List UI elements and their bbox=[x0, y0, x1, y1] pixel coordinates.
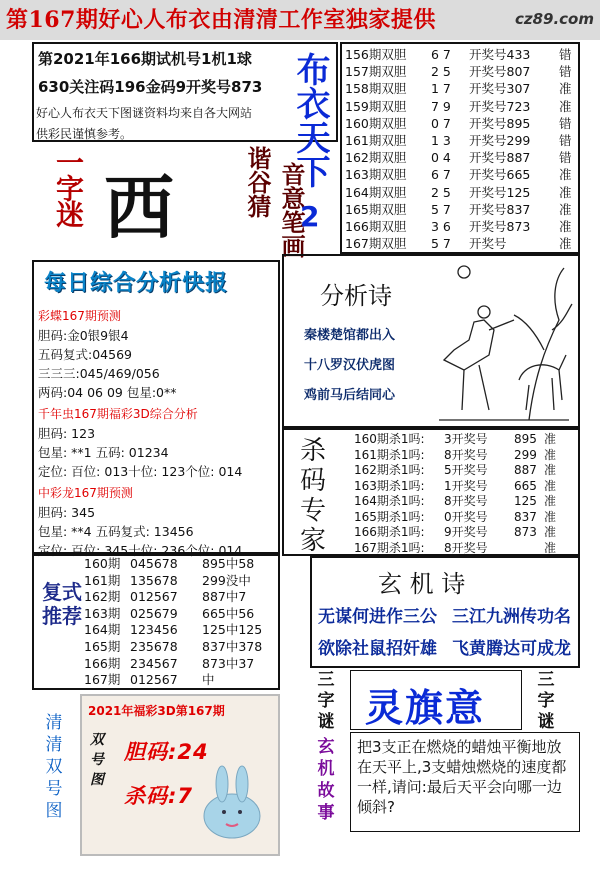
shuangdan-row bbox=[345, 115, 578, 132]
xuanji-line-4: 飞黄腾达可成龙 bbox=[452, 639, 571, 659]
warrior-horse-illustration bbox=[434, 260, 574, 424]
shuangdan-issue: 159期双胆 bbox=[345, 98, 407, 114]
shuangdan-nums: 3 6 bbox=[431, 218, 451, 234]
shuangdan-prize: 开奖号307 bbox=[469, 81, 531, 97]
analysis-s1-line: 五码复式:04569 bbox=[38, 347, 132, 362]
shama-num: 895 bbox=[514, 432, 537, 446]
qingqing-label: 清清双号图 bbox=[45, 713, 63, 821]
intro-line-3: 好心人布衣天下图谜资料均来自各大网站 bbox=[36, 106, 253, 120]
riddle-one-label: 一字迷 bbox=[52, 148, 85, 226]
shuangdan-issue: 166期双胆 bbox=[345, 218, 407, 234]
shama-num: 873 bbox=[514, 525, 537, 539]
xuanji-line-1: 无谋何进作三公 bbox=[318, 607, 437, 627]
fushi-res: 887中7 bbox=[202, 589, 247, 605]
xuanji-box bbox=[310, 556, 580, 668]
shuangdan-result: 错 bbox=[559, 115, 572, 131]
xuanji-line-3: 欲除社鼠招奸雄 bbox=[318, 639, 437, 659]
shama-res: 准 bbox=[544, 494, 557, 508]
shuangdan-result: 错 bbox=[559, 132, 572, 148]
shuangdan-result: 准 bbox=[559, 184, 572, 200]
shuangdan-prize: 开奖号895 bbox=[469, 115, 531, 131]
shama-row bbox=[354, 525, 578, 541]
riddle-one-char: 西 bbox=[104, 166, 174, 249]
shuangdan-nums: 0 7 bbox=[431, 115, 451, 131]
fushi-nums: 135678 bbox=[130, 572, 178, 588]
shuangdan-issue: 167期双胆 bbox=[345, 236, 407, 252]
fushi-res: 837中378 bbox=[202, 638, 263, 654]
qingqing-panel bbox=[80, 694, 280, 856]
shama-prize: 9开奖号 bbox=[444, 525, 488, 539]
shama-issue: 167期杀1吗: bbox=[354, 540, 425, 555]
xuanji-title: 玄 机 诗 bbox=[378, 570, 466, 598]
qingqing-panel-title: 2021年福彩3D第167期 bbox=[88, 704, 225, 718]
fushi-row bbox=[84, 622, 280, 639]
shama-issue: 163期杀1吗: bbox=[354, 478, 425, 493]
shuangdan-result: 错 bbox=[559, 150, 572, 166]
shama-res: 准 bbox=[544, 525, 557, 539]
analysis-s1-line: 两码:04 06 09 包星:0** bbox=[38, 385, 177, 400]
xuanji-line-2: 三江九洲传功名 bbox=[452, 607, 571, 627]
brand-number: 2 bbox=[300, 200, 320, 233]
shuangdan-row bbox=[345, 218, 578, 235]
fushi-res: 125中125 bbox=[202, 622, 263, 638]
fushi-res: 中 bbox=[202, 672, 215, 688]
shuangdan-result: 准 bbox=[559, 98, 572, 114]
gushi-text: 把3支正在燃烧的蜡烛平衡地放在天平上,3支蜡烛燃烧的速度都一样,请问:最后天平会向哪一边倾斜? bbox=[357, 738, 567, 816]
fushi-res: 895中58 bbox=[202, 556, 255, 571]
shuangdan-result: 准 bbox=[559, 218, 572, 234]
fushi-issue: 167期 bbox=[84, 672, 121, 688]
shama-prize: 8开奖号 bbox=[444, 494, 488, 508]
watermark: cz89.com bbox=[514, 10, 594, 28]
qingqing-dan: 胆码:24 bbox=[124, 740, 209, 764]
poem-line-2: 十八罗汉伏虎图 bbox=[304, 358, 396, 373]
shuangdan-prize: 开奖号837 bbox=[469, 201, 531, 217]
fushi-nums: 234567 bbox=[130, 655, 178, 671]
fushi-row bbox=[84, 606, 280, 623]
shuangdan-row bbox=[345, 149, 578, 166]
shuangdan-nums: 7 9 bbox=[431, 98, 451, 114]
analysis-box bbox=[32, 260, 280, 558]
fushi-res: 299没中 bbox=[202, 572, 251, 588]
gushi-label: 玄机故事 bbox=[317, 737, 335, 823]
shuangdan-nums: 2 5 bbox=[431, 64, 451, 80]
shuangdan-row bbox=[345, 166, 578, 183]
shuangdan-issue: 160期双胆 bbox=[345, 115, 407, 131]
fushi-res: 873中37 bbox=[202, 655, 255, 671]
shuangdan-nums: 6 7 bbox=[431, 167, 451, 183]
shama-prize: 0开奖号 bbox=[444, 509, 488, 524]
poem-line-1: 秦楼楚馆都出入 bbox=[304, 328, 396, 343]
shuangdan-issue: 158期双胆 bbox=[345, 81, 407, 97]
qingqing-side-label: 双号图 bbox=[90, 732, 104, 788]
shuangdan-prize: 开奖号299 bbox=[469, 132, 531, 148]
shama-res: 准 bbox=[544, 478, 557, 493]
shuangdan-row bbox=[345, 63, 578, 80]
shuangdan-prize: 开奖号873 bbox=[469, 218, 531, 234]
fushi-nums: 045678 bbox=[130, 556, 178, 571]
shuangdan-prize: 开奖号887 bbox=[469, 150, 531, 166]
shama-prize: 8开奖号 bbox=[444, 540, 488, 555]
riddle-one-hint-col-2: 音意笔画 bbox=[277, 162, 305, 258]
shuangdan-row bbox=[345, 80, 578, 97]
shama-num: 299 bbox=[514, 447, 537, 462]
riddle-one-hint-col-1: 谐谷猜 bbox=[243, 146, 271, 218]
poem-line-3: 鸡前马后结同心 bbox=[304, 388, 396, 403]
analysis-title: 每日综合分析快报 bbox=[44, 271, 229, 296]
fushi-label: 复式推荐 bbox=[42, 580, 82, 628]
shuangdan-nums: 2 5 bbox=[431, 184, 451, 200]
shama-prize: 1开奖号 bbox=[444, 478, 488, 493]
shuangdan-row bbox=[345, 46, 578, 63]
shama-issue: 161期杀1吗: bbox=[354, 447, 425, 462]
shama-row bbox=[354, 541, 578, 557]
lingqi-right-label: 三字谜 bbox=[537, 670, 555, 732]
fushi-nums: 025679 bbox=[130, 605, 178, 621]
poem-box bbox=[282, 254, 580, 428]
fushi-row bbox=[84, 656, 280, 673]
shama-prize: 8开奖号 bbox=[444, 447, 488, 462]
shama-row bbox=[354, 510, 578, 526]
shuangdan-nums: 6 7 bbox=[431, 47, 451, 62]
shama-num: 837 bbox=[514, 509, 537, 524]
analysis-s3-title: 中彩龙167期预测 bbox=[38, 486, 133, 500]
analysis-s2-line: 胆码: 123 bbox=[38, 426, 96, 441]
lingqi-left-label: 三字谜 bbox=[317, 670, 335, 732]
fushi-box bbox=[32, 554, 280, 690]
shuangdan-nums: 0 4 bbox=[431, 150, 451, 166]
shuangdan-row bbox=[345, 201, 578, 218]
analysis-s3-line: 定位: 百位: 345十位: 236个位: 014 bbox=[38, 543, 243, 558]
shama-prize: 5开奖号 bbox=[444, 463, 488, 477]
shama-issue: 162期杀1吗: bbox=[354, 463, 425, 477]
shama-res: 准 bbox=[544, 432, 557, 446]
shama-res: 准 bbox=[544, 540, 557, 555]
fushi-issue: 162期 bbox=[84, 589, 121, 605]
shuangdan-nums: 5 7 bbox=[431, 236, 451, 252]
analysis-s2-line: 包星: **1 五码: 01234 bbox=[38, 445, 169, 460]
shuangdan-result: 准 bbox=[559, 201, 572, 217]
fushi-issue: 164期 bbox=[84, 622, 121, 638]
analysis-s2-title: 千年虫167期福彩3D综合分析 bbox=[38, 407, 198, 421]
lingqi-title-box bbox=[350, 670, 522, 730]
decorative-bunny-icon bbox=[192, 756, 272, 846]
shuangdan-row bbox=[345, 235, 578, 252]
shuangdan-issue: 161期双胆 bbox=[345, 132, 407, 148]
banner-title: 第167期好心人布衣由清清工作室独家提供 bbox=[0, 0, 600, 40]
shuangdan-issue: 165期双胆 bbox=[345, 201, 407, 217]
shama-row bbox=[354, 448, 578, 464]
shama-row bbox=[354, 479, 578, 495]
fushi-nums: 012567 bbox=[130, 589, 178, 605]
fushi-nums: 123456 bbox=[130, 622, 178, 638]
analysis-s1-title: 彩蝶167期预测 bbox=[38, 309, 121, 323]
shama-row bbox=[354, 494, 578, 510]
analysis-s2-line: 定位: 百位: 013十位: 123个位: 014 bbox=[38, 464, 243, 479]
shuangdan-table bbox=[340, 42, 580, 254]
analysis-s3-line: 包星: **4 五码复式: 13456 bbox=[38, 524, 194, 539]
intro-line-4: 供彩民谨慎参考。 bbox=[36, 127, 133, 141]
shuangdan-prize: 开奖号125 bbox=[469, 184, 531, 200]
fushi-issue: 166期 bbox=[84, 655, 121, 671]
shama-row bbox=[354, 463, 578, 479]
shuangdan-issue: 164期双胆 bbox=[345, 184, 407, 200]
shama-issue: 166期杀1吗: bbox=[354, 525, 425, 539]
shuangdan-prize: 开奖号665 bbox=[469, 167, 531, 183]
shuangdan-issue: 156期双胆 bbox=[345, 47, 407, 62]
fushi-issue: 160期 bbox=[84, 556, 121, 571]
fushi-row bbox=[84, 556, 280, 573]
shama-num: 887 bbox=[514, 463, 537, 477]
shuangdan-result: 准 bbox=[559, 81, 572, 97]
shama-res: 准 bbox=[544, 463, 557, 477]
fushi-row bbox=[84, 589, 280, 606]
shuangdan-prize: 开奖号 bbox=[469, 236, 507, 252]
shama-num: 125 bbox=[514, 494, 537, 508]
shuangdan-result: 准 bbox=[559, 167, 572, 183]
poem-title: 分析诗 bbox=[320, 282, 392, 310]
shama-res: 准 bbox=[544, 509, 557, 524]
shama-row bbox=[354, 432, 578, 448]
fushi-row bbox=[84, 573, 280, 590]
shuangdan-row bbox=[345, 132, 578, 149]
analysis-s1-line: 三三三:045/469/056 bbox=[38, 366, 160, 381]
shuangdan-result: 准 bbox=[559, 236, 572, 252]
fushi-res: 665中56 bbox=[202, 605, 255, 621]
shama-num: 665 bbox=[514, 478, 537, 493]
shuangdan-row bbox=[345, 98, 578, 115]
shuangdan-prize: 开奖号807 bbox=[469, 64, 531, 80]
intro-line-2: 630关注码196金码9开奖号873 bbox=[38, 78, 263, 96]
fushi-nums: 235678 bbox=[130, 638, 178, 654]
shama-issue: 165期杀1吗: bbox=[354, 509, 425, 524]
shama-res: 准 bbox=[544, 447, 557, 462]
qingqing-sha: 杀码:7 bbox=[124, 784, 194, 808]
analysis-s3-line: 胆码: 345 bbox=[38, 505, 96, 520]
shama-label: 杀码专家 bbox=[300, 436, 327, 556]
fushi-row bbox=[84, 672, 280, 689]
shama-prize: 3开奖号 bbox=[444, 432, 488, 446]
intro-line-1: 第2021年166期试机号1机1球 bbox=[38, 50, 252, 68]
shama-issue: 160期杀1吗: bbox=[354, 432, 425, 446]
shuangdan-prize: 开奖号433 bbox=[469, 47, 531, 62]
fushi-issue: 161期 bbox=[84, 572, 121, 588]
gushi-box bbox=[350, 732, 580, 832]
shuangdan-issue: 162期双胆 bbox=[345, 150, 407, 166]
shuangdan-issue: 157期双胆 bbox=[345, 64, 407, 80]
shuangdan-row bbox=[345, 184, 578, 201]
shuangdan-nums: 1 7 bbox=[431, 81, 451, 97]
fushi-issue: 165期 bbox=[84, 638, 121, 654]
shuangdan-result: 错 bbox=[559, 47, 572, 62]
shuangdan-nums: 1 3 bbox=[431, 132, 451, 148]
shuangdan-nums: 5 7 bbox=[431, 201, 451, 217]
shama-issue: 164期杀1吗: bbox=[354, 494, 425, 508]
fushi-nums: 012567 bbox=[130, 672, 178, 688]
shuangdan-issue: 163期双胆 bbox=[345, 167, 407, 183]
fushi-row bbox=[84, 639, 280, 656]
brand-vertical: 布衣天下 bbox=[290, 52, 330, 188]
shama-box bbox=[282, 428, 580, 556]
shuangdan-result: 错 bbox=[559, 64, 572, 80]
lingqi-title: 灵旗意 bbox=[365, 686, 486, 730]
shuangdan-prize: 开奖号723 bbox=[469, 98, 531, 114]
analysis-s1-line: 胆码:金0银9银4 bbox=[38, 328, 129, 343]
fushi-issue: 163期 bbox=[84, 605, 121, 621]
